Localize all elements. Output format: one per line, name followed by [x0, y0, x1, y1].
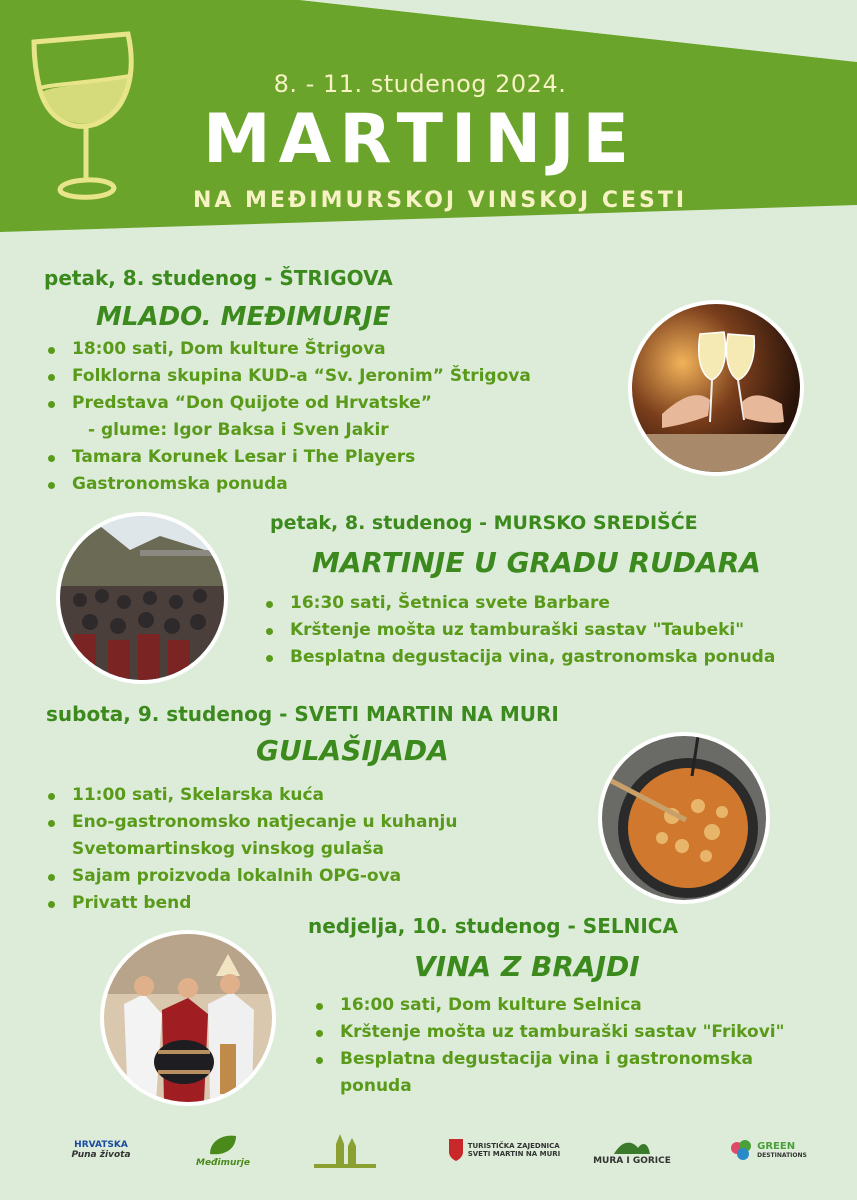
wine-blessing-photo — [100, 930, 276, 1106]
list-item: Eno-gastronomsko natjecanje u kuhanju — [44, 809, 457, 836]
tz-sveti-martin-logo — [444, 1120, 564, 1180]
event-4-name: VINA Z BRAJDI — [414, 950, 640, 983]
event-1-day: petak, 8. studenog - ŠTRIGOVA — [44, 266, 393, 290]
green-logo-line1: GREEN — [757, 1141, 796, 1152]
church-icon — [310, 1130, 380, 1170]
item-text: ponuda — [340, 1076, 412, 1096]
mura-gorice-logo — [592, 1120, 672, 1180]
list-item-continuation — [44, 836, 457, 863]
list-item: 18:00 sati, Dom kulture Štrigova — [44, 336, 531, 363]
list-item: Predstava “Don Quijote od Hrvatske” — [44, 390, 531, 417]
event-dates: 8. - 11. studenog 2024. — [273, 70, 567, 98]
crest-icon — [448, 1138, 464, 1162]
item-text: Svetomartinskog vinskog gulaša — [72, 839, 384, 859]
list-item: Folklorna skupina KUD-a “Sv. Jeronim” Štrigova — [44, 363, 531, 390]
tz-logo-line1: TURISTIČKA ZAJEDNICA — [467, 1142, 560, 1150]
list-item: Krštenje mošta uz tamburaški sastav "Taubeki" — [262, 617, 775, 644]
hrvatska-logo-text: HRVATSKA — [74, 1140, 128, 1150]
list-item-continuation — [312, 1073, 784, 1100]
list-item: Krštenje mošta uz tamburaški sastav "Frikovi" — [312, 1019, 784, 1046]
hrvatska-tagline: Puna života — [71, 1150, 131, 1160]
leaf-flower-icon — [729, 1138, 753, 1162]
hills-icon — [612, 1134, 652, 1156]
page-title: MARTINJE — [203, 100, 637, 179]
event-3-name: GULAŠIJADA — [256, 734, 449, 767]
event-4-list — [312, 992, 784, 1100]
list-item: Sajam proizvoda lokalnih OPG-ova — [44, 863, 457, 890]
church-logo — [310, 1120, 380, 1180]
list-item: Besplatna degustacija vina, gastronomska ponuda — [262, 644, 775, 671]
green-logo-line2: DESTINATIONS — [757, 1152, 807, 1159]
page-subtitle: NA MEĐIMURSKOJ VINSKOJ CESTI — [192, 188, 688, 213]
list-item: Besplatna degustacija vina i gastronomska — [312, 1046, 784, 1073]
crowd-photo — [56, 512, 228, 684]
event-1-name: MLADO. MEĐIMURJE — [96, 302, 391, 332]
sponsor-logos — [0, 1120, 857, 1190]
mura-logo-text: MURA I GORICE — [593, 1156, 671, 1166]
list-item: Tamara Korunek Lesar i The Players — [44, 444, 531, 471]
event-2-name: MARTINJE U GRADU RUDARA — [312, 546, 761, 579]
goulash-pot-photo — [598, 732, 770, 904]
list-item: Privatt bend — [44, 890, 457, 917]
event-4-day: nedjelja, 10. studenog - SELNICA — [308, 914, 678, 938]
green-logo-texts — [757, 1141, 807, 1159]
event-3-list — [44, 782, 457, 917]
event-2-day: petak, 8. studenog - MURSKO SREDIŠĆE — [270, 512, 698, 534]
list-item: 16:30 sati, Šetnica svete Barbare — [262, 590, 775, 617]
wine-toast-photo — [628, 300, 804, 476]
leaf-icon — [206, 1132, 240, 1158]
green-destinations-logo — [728, 1120, 808, 1180]
hrvatska-logo — [68, 1120, 134, 1180]
event-1-list — [44, 336, 531, 498]
list-item: Gastronomska ponuda — [44, 471, 531, 498]
header-banner — [0, 0, 857, 260]
tz-logo-texts — [468, 1142, 561, 1158]
list-item: 11:00 sati, Skelarska kuća — [44, 782, 457, 809]
medimurje-logo-text: Međimurje — [196, 1158, 250, 1168]
event-3-day: subota, 9. studenog - SVETI MARTIN NA MURI — [46, 702, 559, 726]
medimurje-logo — [194, 1120, 252, 1180]
event-2-list — [262, 590, 775, 671]
tz-logo-line2: SVETI MARTIN NA MURI — [467, 1150, 561, 1158]
list-item: 16:00 sati, Dom kulture Selnica — [312, 992, 784, 1019]
list-subitem: - glume: Igor Baksa i Sven Jakir — [88, 420, 389, 440]
